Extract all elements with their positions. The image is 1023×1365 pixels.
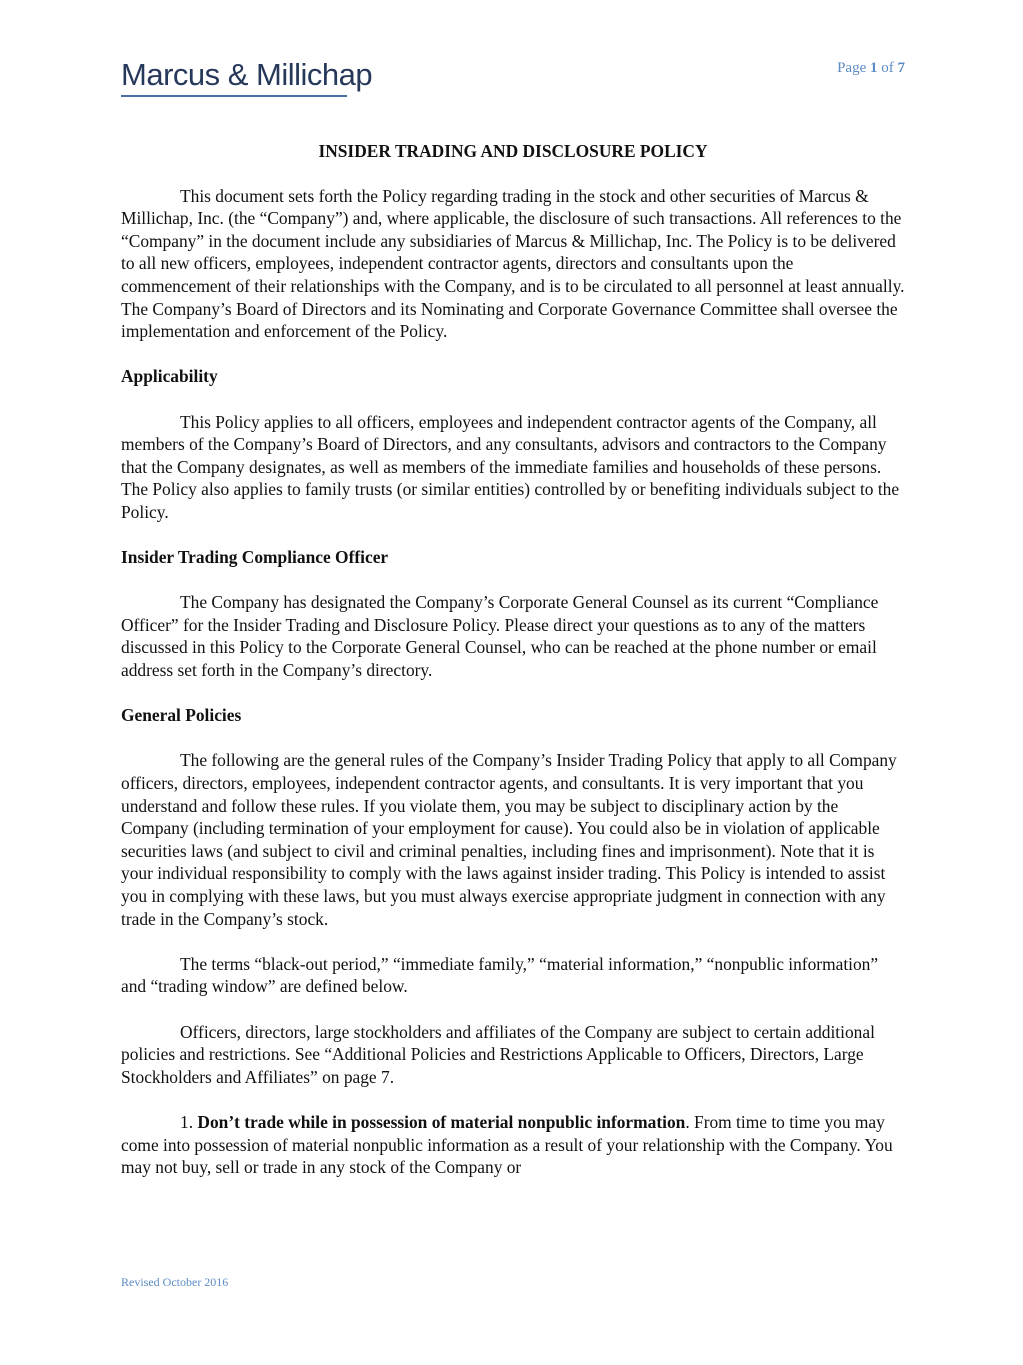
page-number — [837, 60, 905, 77]
page-prefix: Page — [837, 60, 870, 76]
page-current: 1 — [870, 60, 878, 76]
intro-paragraph: This document sets forth the Policy regarding trading in the stock and other securities of Marcus & Millichap, Inc. (the “Company”) and, where applicable, the disclosure of such transactions. All references to the “Company” in the document include any subsidiaries of Marcus & Millichap, Inc. The Policy is to be delivered to all new officers, employees, independent contractor agents, directors and consultants upon the commencement of their relationships with the Company, and is to be circulated to all personnel at least annually. The Company’s Board of Directors and its Nominating and Corporate Governance Committee shall oversee the implementation and enforcement of the Policy. — [121, 185, 905, 342]
general-policies-heading: General Policies — [121, 705, 242, 726]
general-policies-paragraph: The following are the general rules of the Company’s Insider Trading Policy that apply to all Company officers, directors, employees, independent contractor agents, and consultants. It is very important that you understand and follow these rules. If you violate them, you may be subject to disciplinary action by the Company (including termination of your employment for cause). You could also be in violation of applicable securities laws (and subject to civil and criminal penalties, including fines and imprisonment). Note that it is your individual responsibility to comply with the laws against insider trading. This Policy is intended to assist you in complying with these laws, but you must always exercise appropriate judgment in connection with any trade in the Company’s stock. — [121, 750, 897, 929]
rule-1-text: . From time to time you may come into possession of material nonpublic information as a result of your relationship with the Company. You may not buy, sell or trade in any stock of the Company or — [121, 1111, 893, 1178]
document-body — [121, 140, 905, 1201]
rule-1-title: Don’t trade while in possession of material nonpublic information — [197, 1111, 686, 1132]
rule-1-number: 1. — [180, 1111, 198, 1132]
compliance-officer-paragraph: The Company has designated the Company’s Corporate General Counsel as its current “Compliance Officer” for the Insider Trading and Disclosure Policy. Please direct your questions as to any of the matters discussed in this Policy to the Corporate General Counsel, who can be reached at the phone number or email address set forth in the Company’s directory. — [121, 592, 879, 681]
page-total: 7 — [897, 60, 905, 76]
logo-underline — [121, 95, 347, 97]
company-logo — [121, 56, 373, 100]
officers-paragraph: Officers, directors, large stockholders and affiliates of the Company are subject to certain additional policies and restrictions. See “Additional Policies and Restrictions Applicable to Officers, Directors, Large Stockholders and Affiliates” on page 7. — [121, 1021, 875, 1087]
compliance-officer-heading: Insider Trading Compliance Officer — [121, 547, 389, 568]
logo-text: Marcus & Millichap — [121, 57, 373, 92]
page-of: of — [877, 60, 898, 76]
applicability-paragraph: This Policy applies to all officers, employees and independent contractor agents of the Company, all members of the Company’s Board of Directors, and any consultants, advisors and contractors to the Company that the Company designates, as well as members of the immediate families and households of these persons. The Policy also applies to family trusts (or similar entities) controlled by or benefiting individuals subject to the Policy. — [121, 411, 900, 522]
revision-footer: Revised October 2016 — [121, 1275, 229, 1289]
terms-paragraph: The terms “black-out period,” “immediate family,” “material information,” “nonpublic information” and “trading window” are defined below. — [121, 953, 879, 997]
applicability-heading: Applicability — [121, 366, 218, 387]
rule-1-paragraph — [121, 1111, 905, 1179]
document-title: INSIDER TRADING AND DISCLOSURE POLICY — [318, 141, 708, 161]
